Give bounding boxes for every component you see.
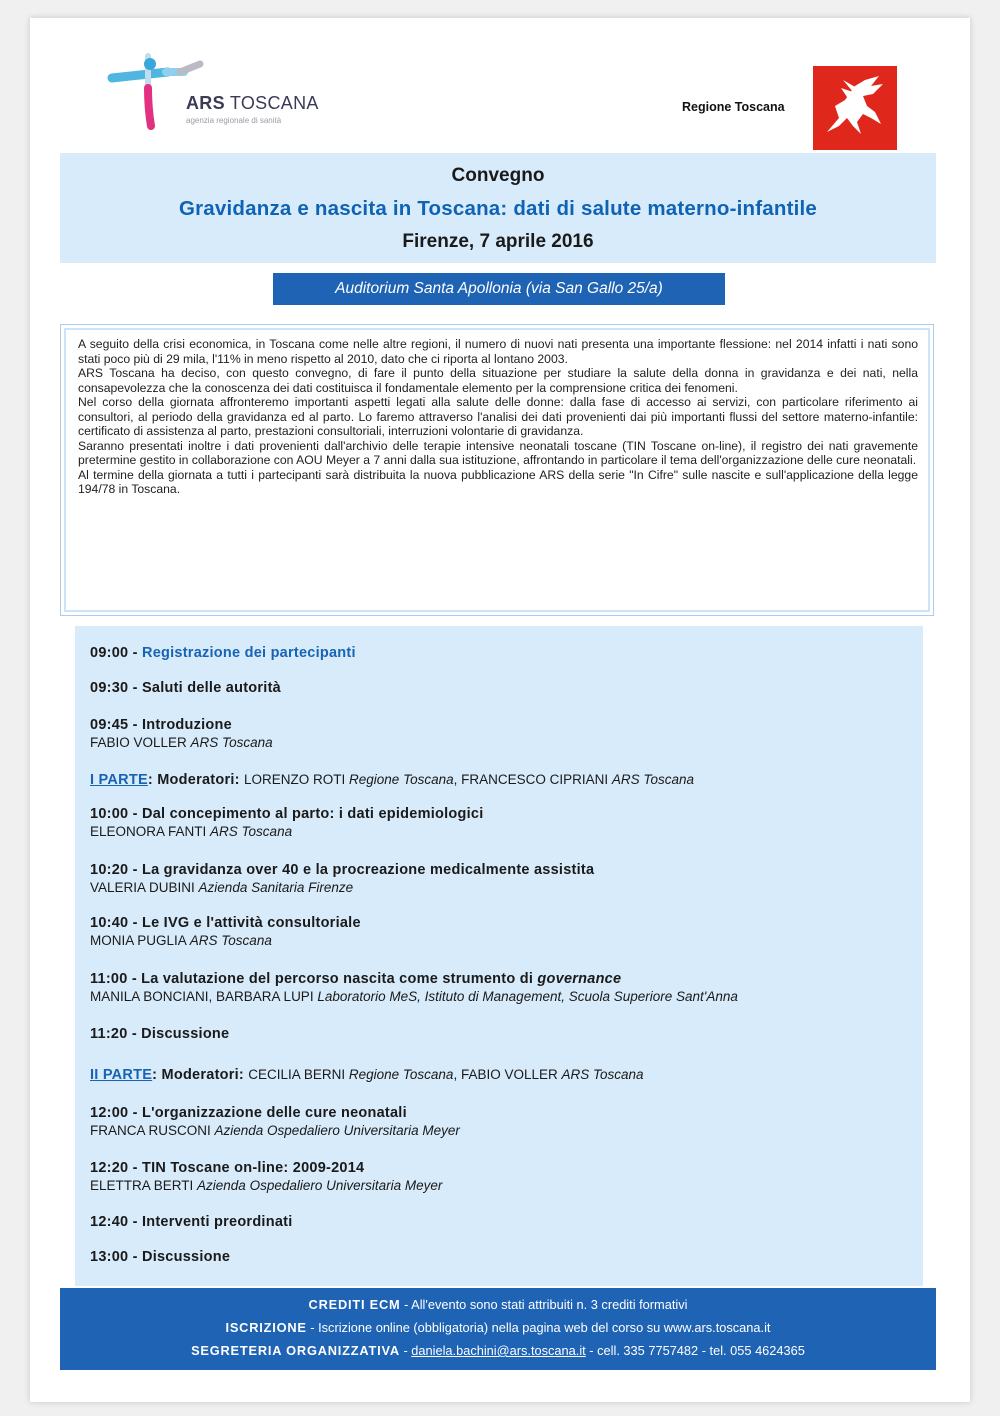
registrazione-title: Registrazione dei partecipanti xyxy=(141,645,356,661)
speaker: MANILA BONCIANI, BARBARA LUPI Laboratorio MeS, Istituto di Management, Scuola Superiore Sant'Anna xyxy=(90,989,738,1004)
footer-segreteria: SEGRETERIA ORGANIZZATIVA - daniela.bachini@ars.toscana.it - cell. 335 7757482 - tel. 055 4624365 xyxy=(191,1343,805,1358)
program-item-1300: 13:00 - Discussione xyxy=(90,1249,231,1265)
program-item-saluti: 09:30 - Saluti delle autorità xyxy=(90,680,281,696)
program-item-1000: 10:00 - Dal concepimento al parto: i dati epidemiologici ELEONORA FANTI ARS Toscana xyxy=(90,806,484,839)
program-item-1100: 11:00 - La valutazione del percorso nascita come strumento di governance MANILA BONCIANI, BARBARA LUPI Laboratorio MeS, Istituto di Management, Scuola Superiore Sant'Anna xyxy=(90,971,738,1004)
event-type: Convegno xyxy=(451,165,545,186)
program-box xyxy=(75,626,923,1286)
email-link[interactable]: daniela.bachini@ars.toscana.it xyxy=(411,1343,586,1358)
speaker: ELETTRA BERTI Azienda Ospedaliero Universitaria Meyer xyxy=(90,1178,443,1193)
regione-toscana-label: Regione Toscana xyxy=(682,100,785,114)
part-one-link[interactable]: I PARTE xyxy=(90,772,148,788)
ars-logo-subtitle: agenzia regionale di sanità xyxy=(186,116,282,125)
program-item-1200: 12:00 - L'organizzazione delle cure neonatali FRANCA RUSCONI Azienda Ospedaliero Universitaria Meyer xyxy=(90,1105,460,1138)
event-title-block xyxy=(60,153,936,263)
intro-paragraph: Al termine della giornata a tutti i partecipanti sarà distribuita la nuova pubblicazione ARS della serie "In Cifre" sulle nascite e sull'applicazione della legge 194/78 in Toscana. xyxy=(78,467,918,496)
footer-iscrizione: ISCRIZIONE - Iscrizione online (obbligatoria) nella pagina web del corso su www.ars.toscana.it xyxy=(225,1320,771,1335)
part-two-link[interactable]: II PARTE xyxy=(90,1067,153,1083)
footer-crediti: CREDITI ECM - All'evento sono stati attribuiti n. 3 crediti formativi xyxy=(308,1297,688,1312)
program-item-1220: 12:20 - TIN Toscane on-line: 2009-2014 ELETTRA BERTI Azienda Ospedaliero Universitaria Meyer xyxy=(90,1160,443,1193)
program-item-registrazione: 09:00 - Registrazione dei partecipanti xyxy=(90,645,356,661)
program-item-1040: 10:40 - Le IVG e l'attività consultoriale MONIA PUGLIA ARS Toscana xyxy=(90,915,361,948)
intro-paragraph: A seguito della crisi economica, in Toscana come nelle altre regioni, il numero di nuovi nati presenta una importante flessione: nel 2014 infatti i nati sono stati poco più di 29 mila, l'11% in meno rispetto al 2010, dato che ci riporta al lontano 2003. xyxy=(78,337,918,366)
program-item-1120: 11:20 - Discussione xyxy=(90,1026,230,1042)
intro-paragraph: Saranno presentati inoltre i dati provenienti dall'archivio delle terapie intensive neonatali toscane (TIN Toscane on-line), il registro dei nati gravemente pretermine gestito in collaborazione con AOU Meyer a 7 anni dalla sua istituzione, affrontando in particolare il tema dell'organizzazione delle cure neonatali. xyxy=(78,438,918,467)
program-item-introduzione: 09:45 - Introduzione FABIO VOLLER ARS Toscana xyxy=(90,717,273,750)
speaker: ELEONORA FANTI ARS Toscana xyxy=(90,824,293,839)
venue-banner: Auditorium Santa Apollonia (via San Gallo 25/a) xyxy=(273,273,725,305)
intro-paragraph: ARS Toscana ha deciso, con questo convegno, di fare il punto della situazione per studiare la salute della donna in gravidanza e dei nati, nella consapevolezza che la conoscenza dei dati costituisca il fondamentale elemento per la comprensione critica dei fenomeni. xyxy=(78,366,918,395)
speaker: FRANCA RUSCONI Azienda Ospedaliero Universitaria Meyer xyxy=(90,1123,460,1138)
speaker: FABIO VOLLER ARS Toscana xyxy=(90,735,273,750)
event-date: Firenze, 7 aprile 2016 xyxy=(402,231,594,252)
program-item-1020: 10:20 - La gravidanza over 40 e la procreazione medicalmente assistita VALERIA DUBINI Azienda Sanitaria Firenze xyxy=(90,862,595,895)
speaker: MONIA PUGLIA ARS Toscana xyxy=(90,933,272,948)
footer-info xyxy=(60,1288,936,1370)
part-two-moderators: II PARTE: Moderatori: CECILIA BERNI Regione Toscana, FABIO VOLLER ARS Toscana xyxy=(90,1067,644,1083)
part-one-moderators: I PARTE: Moderatori: LORENZO ROTI Regione Toscana, FRANCESCO CIPRIANI ARS Toscana xyxy=(90,772,694,788)
intro-box xyxy=(60,324,934,616)
ars-logo-text: ARS TOSCANA xyxy=(186,93,319,113)
event-title: Gravidanza e nascita in Toscana: dati di salute materno-infantile xyxy=(178,197,818,220)
speaker: VALERIA DUBINI Azienda Sanitaria Firenze xyxy=(90,880,354,895)
regione-toscana-pegasus-logo xyxy=(813,66,897,150)
intro-paragraph: Nel corso della giornata affronteremo importanti aspetti legati alla salute delle donne: dalla fase di accesso ai servizi, con particolare riferimento ai consultori, al periodo della gravidanza ed al parto. Lo faremo attraverso l'analisi dei dati provenienti dai più importanti flussi del settore materno-infantile: certificato di assistenza al parto, prestazioni consultoriali, interruzioni volontarie di gravidanza. xyxy=(78,395,918,438)
program-item-1240: 12:40 - Interventi preordinati xyxy=(90,1214,293,1230)
